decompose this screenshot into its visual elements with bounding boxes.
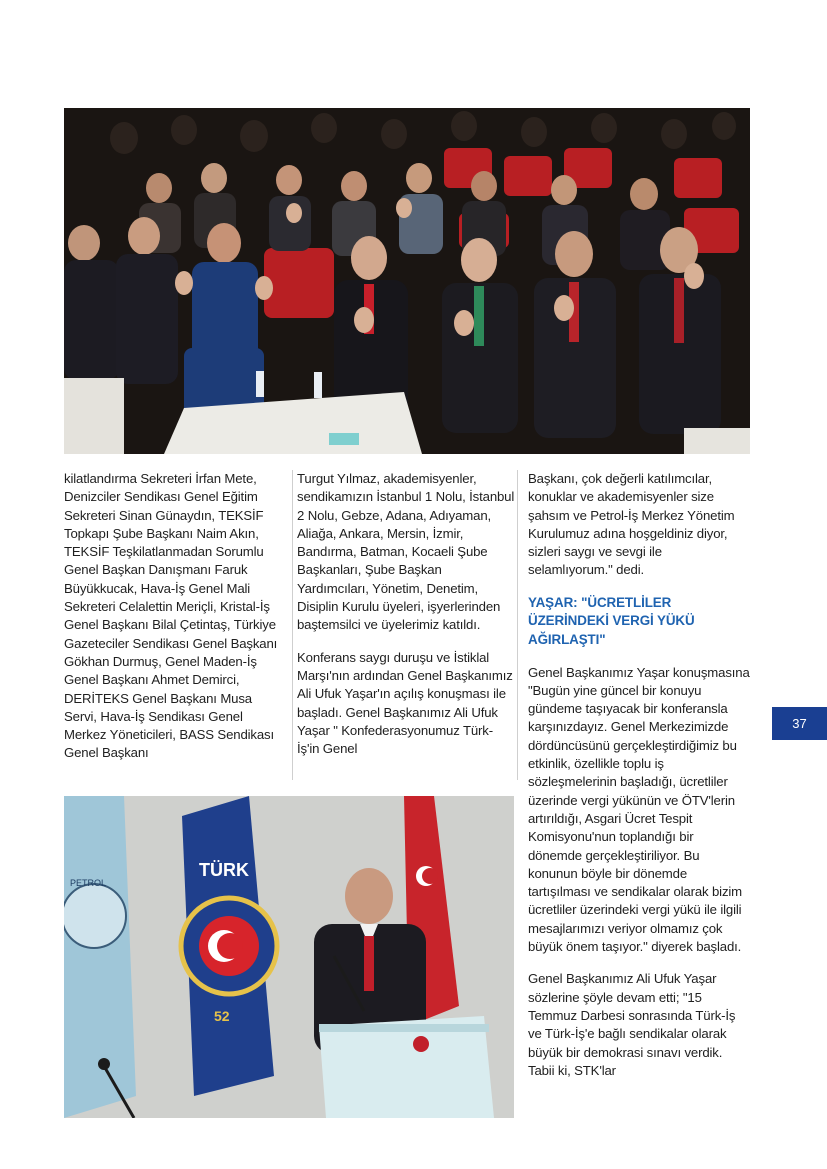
page-number: 37 xyxy=(792,716,807,731)
speaker-photo xyxy=(64,796,514,1118)
text-column-2 xyxy=(297,470,515,772)
section-subheading: YAŞAR: "ÜCRETLİLER ÜZERİNDEKİ VERGİ YÜKÜ AĞIRLAŞTI" xyxy=(528,594,695,647)
paragraph: Başkanı, çok değerli katılımcılar, konuklar ve akademisyenler size şahsım ve Petrol-İş Merkez Yönetim Kurulumuz adına hoşgeldiniz diyor, sizleri saygı ve sevgi ile selamlıyorum." dedi. xyxy=(528,471,735,578)
banner-text: TÜRK xyxy=(199,860,249,880)
speaker-photo-drawing xyxy=(64,796,514,1118)
text-column-1 xyxy=(64,470,286,777)
paragraph: kilatlandırma Sekreteri İrfan Mete, Denizciler Sendikası Genel Eğitim Sekreteri Sinan Günaydın, TEKSİF Topkapı Şube Başkanı Naim Akın, TEKSİF Teşkilatlanmadan Sorumlu Genel Başkan Danışmanı Faruk Büyükkucak, Hava-İş Genel Mali Sekreteri Celalettin Meriçli, Kristal-İş Genel Başkanı Bilal Çetintaş, Türkiye Gazeteciler Sendikası Genel Başkanı Gökhan Durmuş, Genel Maden-İş Genel Başkanı Ahmet Demirci, DERİTEKS Genel Başkanı Musa Servi, Hava-İş Sendikası Genel Merkez Yöneticileri, BASS Sendikası Genel Başkanı xyxy=(64,471,278,761)
text-column-3 xyxy=(528,470,750,1094)
page-number-tab xyxy=(772,707,827,740)
paragraph: Genel Başkanımız Yaşar konuşmasına "Bugün yine güncel bir konuyu gündeme taşıyacak bir konferansla karşınızdayız. Genel Merkezimizde dördüncüsünü gerçekleştirdiğimiz bu etkinlik, özellikle toplu iş sözleşmelerinin başladığı, ücretliler üzerinde vergi yükünün ve ÖTV'lerin artırıldığı, Asgari Ücret Tespit Komisyonu'nun toplandığı bir dönemde gerçekleştiriliyor. Bu konunun böyle bir dönemde tartışılması ve sendikalar olarak bizim ücretliler üzerindeki vergi yükü ile ilgili mesajlarımızı veriyor olmamız çok büyük önem taşıyor." diyerek başladı. xyxy=(528,664,750,955)
audience-photo xyxy=(64,108,750,454)
banner-text: PETROL xyxy=(70,878,107,888)
paragraph: Konferans saygı duruşu ve İstiklal Marşı'nın ardından Genel Başkanımız Ali Ufuk Yaşar'ın açılış konuşması ile başladı. Genel Başkanımız Ali Ufuk Yaşar " Konfederasyonumuz Türk-İş'in Genel xyxy=(297,649,513,757)
audience-photo-drawing xyxy=(64,108,750,454)
paragraph: Turgut Yılmaz, akademisyenler, sendikamızın İstanbul 1 Nolu, İstanbul 2 Nolu, Gebze, Adana, Adıyaman, Aliağa, Ankara, Mersin, İzmir, Bandırma, Batman, Kocaeli Şube Başkanları, Şube Başkan Yardımcıları, Yönetim, Denetim, Disiplin Kurulu üyeleri, işyerlerinden baştemsilci ve üyelerimiz katıldı. xyxy=(297,471,515,633)
banner-text: 52 xyxy=(214,1008,230,1024)
column-divider xyxy=(292,470,293,780)
paragraph: Genel Başkanımız Ali Ufuk Yaşar sözlerine şöyle devam etti; "15 Temmuz Darbesi sonrasında Türk-İş ve Türk-İş'e bağlı sendikalar olarak büyük bir demokrasi sınavı verdik. Tabii ki, STK'lar xyxy=(528,971,736,1078)
column-divider xyxy=(517,470,518,780)
